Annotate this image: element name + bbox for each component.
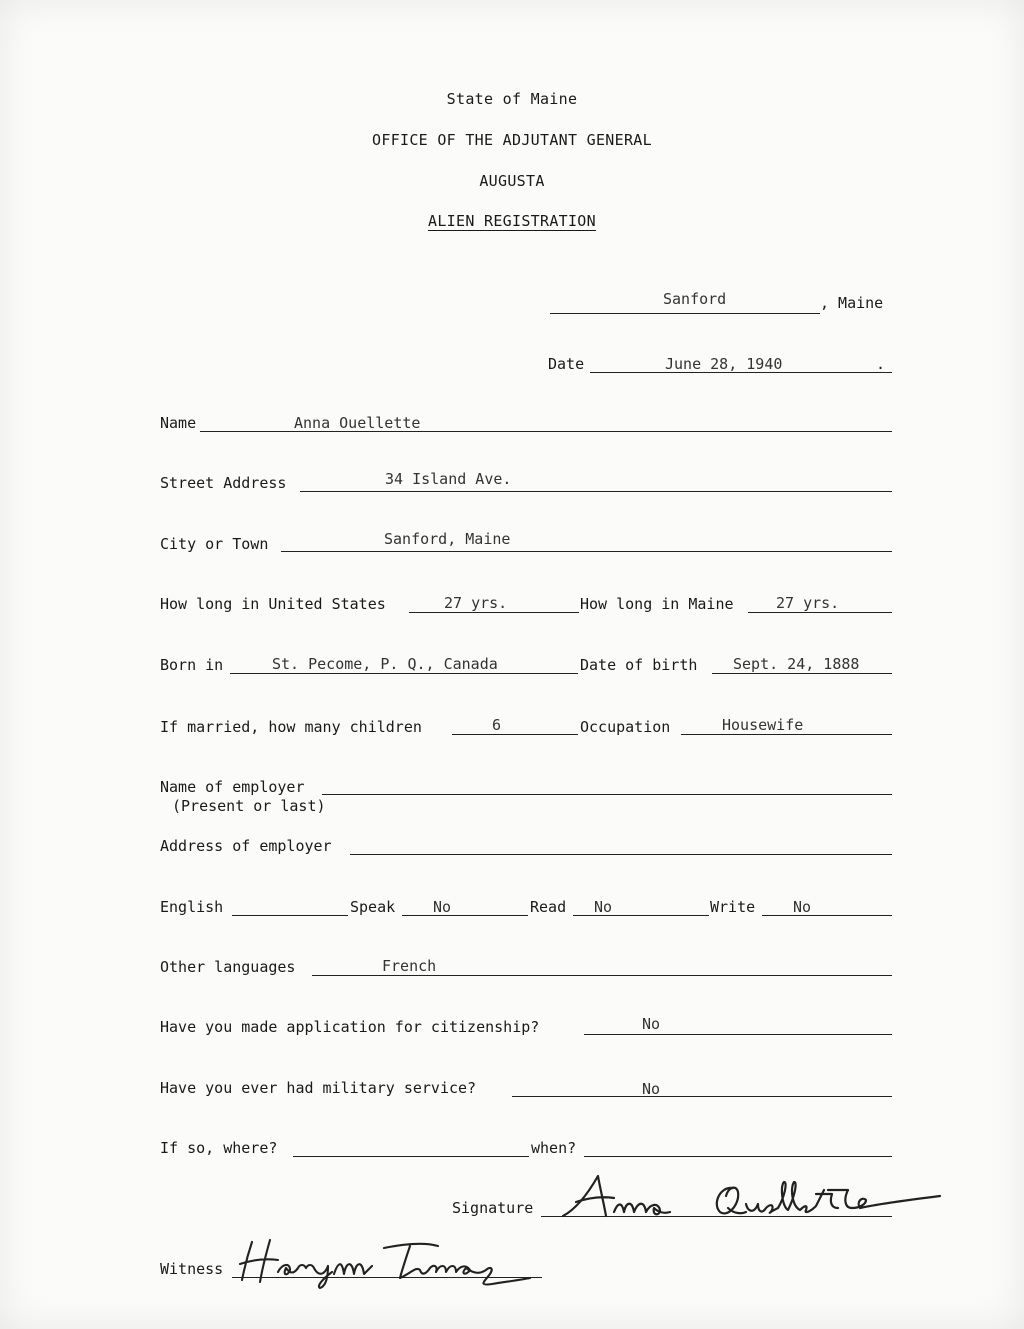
speak-line [402, 915, 528, 916]
english-line [232, 915, 348, 916]
header-office: OFFICE OF THE ADJUTANT GENERAL [372, 131, 652, 149]
date-label: Date [548, 355, 585, 373]
dob-value: Sept. 24, 1888 [733, 655, 860, 673]
employer-address-line [350, 854, 892, 855]
us-label: How long in United States [160, 595, 386, 613]
maine-line [748, 612, 892, 613]
where-label: If so, where? [160, 1139, 278, 1157]
date-end: . [876, 355, 886, 373]
city-value: Sanford, Maine [384, 530, 511, 548]
name-label: Name [160, 414, 197, 432]
born-label: Born in [160, 656, 224, 674]
read-value: No [594, 898, 613, 916]
place-suffix: , Maine [820, 294, 884, 312]
signature-label: Signature [452, 1199, 534, 1217]
header-title: ALIEN REGISTRATION [428, 212, 596, 230]
speak-label: Speak [350, 898, 396, 916]
name-value: Anna Ouellette [294, 414, 421, 432]
header-state: State of Maine [446, 90, 578, 108]
signature-handwriting [548, 1168, 948, 1228]
children-label: If married, how many children [160, 718, 422, 736]
city-label: City or Town [160, 535, 269, 553]
date-line [590, 372, 892, 373]
name-line [200, 431, 892, 432]
citizenship-value: No [642, 1015, 661, 1033]
maine-value: 27 yrs. [776, 594, 840, 612]
military-label: Have you ever had military service? [160, 1079, 477, 1097]
read-label: Read [530, 898, 567, 916]
citizenship-label: Have you made application for citizenship? [160, 1018, 540, 1036]
us-line [409, 612, 579, 613]
header-city: AUGUSTA [479, 172, 545, 190]
when-line [584, 1156, 892, 1157]
witness-label: Witness [160, 1260, 224, 1278]
children-value: 6 [492, 716, 502, 734]
other-lang-value: French [382, 957, 437, 975]
speak-value: No [433, 898, 452, 916]
occupation-value: Housewife [722, 716, 804, 734]
children-line [452, 734, 578, 735]
dob-label: Date of birth [580, 656, 698, 674]
employer-address-label: Address of employer [160, 837, 332, 855]
read-line [573, 915, 709, 916]
military-line [512, 1096, 892, 1097]
citizenship-line [584, 1034, 892, 1035]
write-value: No [793, 898, 812, 916]
street-value: 34 Island Ave. [385, 470, 512, 488]
street-line [300, 491, 892, 492]
employer-line [322, 794, 892, 795]
born-value: St. Pecome, P. Q., Canada [272, 655, 498, 673]
where-line [293, 1156, 529, 1157]
write-label: Write [710, 898, 756, 916]
place-value: Sanford [663, 290, 727, 308]
date-value: June 28, 1940 [665, 355, 783, 373]
us-value: 27 yrs. [444, 594, 508, 612]
employer-label: Name of employer [160, 778, 305, 796]
occupation-label: Occupation [580, 718, 671, 736]
dob-line [712, 673, 892, 674]
other-lang-line [312, 975, 892, 976]
place-line [550, 313, 820, 314]
english-label: English [160, 898, 224, 916]
street-label: Street Address [160, 474, 287, 492]
witness-handwriting [234, 1230, 534, 1290]
maine-label: How long in Maine [580, 595, 734, 613]
employer-sublabel: (Present or last) [172, 797, 326, 815]
city-line [281, 551, 892, 552]
write-line [762, 915, 892, 916]
other-lang-label: Other languages [160, 958, 296, 976]
born-line [230, 673, 578, 674]
occupation-line [681, 734, 892, 735]
military-value: No [642, 1080, 661, 1098]
when-label: when? [531, 1139, 577, 1157]
